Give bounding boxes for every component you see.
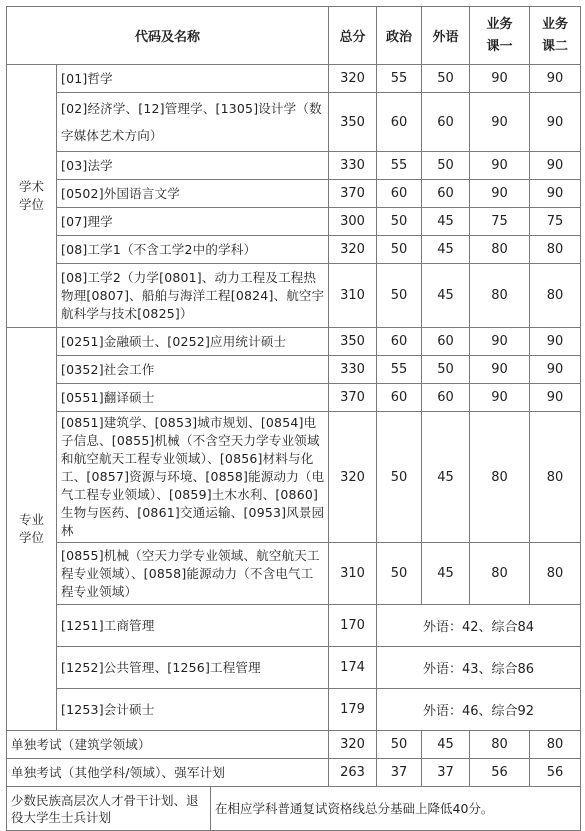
row-name: [0855]机械（空天力学专业领域、航空航天工程专业领域）、[0858]能源动力（不含电气工程专业领域） [57,543,329,605]
row-total: 300 [329,208,377,236]
header-total: 总分 [329,7,377,65]
footnote-row [7,787,581,831]
header-course1-label: 业务课一 [486,16,513,54]
row-course1: 80 [470,731,530,759]
row-name: [0502]外国语言文学 [57,180,329,208]
row-politics: 50 [377,264,422,328]
row-politics: 55 [377,356,422,384]
score-table-container [6,6,581,831]
special-row-name: 单独考试（建筑学领域） [7,731,329,759]
row-total: 263 [329,759,377,787]
table-row [7,93,581,152]
row-total: 350 [329,328,377,356]
row-total: 320 [329,65,377,93]
row-politics: 50 [377,208,422,236]
row-total: 179 [329,689,377,731]
row-total: 350 [329,93,377,152]
row-course2: 80 [530,543,581,605]
table-row [7,647,581,689]
row-subject-scores: 外语：42、综合84 [377,605,581,647]
row-politics: 55 [377,152,422,180]
table-row [7,236,581,264]
group-professional [7,328,57,731]
table-row [7,759,581,787]
row-course1: 90 [470,356,530,384]
table-row [7,65,581,93]
row-course1: 80 [470,543,530,605]
row-foreign: 60 [422,180,470,208]
row-politics: 50 [377,236,422,264]
row-subject-scores: 外语：46、综合92 [377,689,581,731]
table-row [7,731,581,759]
row-foreign: 60 [422,93,470,152]
row-course2: 80 [530,412,581,543]
row-foreign: 60 [422,384,470,412]
row-total: 174 [329,647,377,689]
row-foreign: 45 [422,208,470,236]
row-name: [0851]建筑学、[0853]城市规划、[0854]电子信息、[0855]机械（不含空天力学专业领域和航空航天工程专业领域）、[0856]材料与化工、[0857]资源与环境、[0858]能源动力（电气工程专业领域）、[0859]土木水利、[0860]生物与医药、[0861]交通运输、[0953]风景园林 [57,412,329,543]
row-foreign: 37 [422,759,470,787]
row-politics: 55 [377,65,422,93]
header-code-name: 代码及名称 [7,7,329,65]
row-total: 320 [329,236,377,264]
table-row [7,264,581,328]
table-row [7,412,581,543]
row-foreign: 45 [422,731,470,759]
row-course1: 80 [470,412,530,543]
row-course1: 80 [470,236,530,264]
row-name: [1251]工商管理 [57,605,329,647]
row-foreign: 45 [422,236,470,264]
header-politics: 政治 [377,7,422,65]
row-name: [1252]公共管理、[1256]工程管理 [57,647,329,689]
row-course1: 90 [470,384,530,412]
row-name: [0251]金融硕士、[0252]应用统计硕士 [57,328,329,356]
row-course2: 90 [530,384,581,412]
row-course1: 80 [470,264,530,328]
score-line-table [6,6,581,787]
row-total: 330 [329,152,377,180]
row-course2: 90 [530,180,581,208]
row-name: [07]理学 [57,208,329,236]
table-row [7,356,581,384]
row-subject-scores: 外语：43、综合86 [377,647,581,689]
table-row [7,152,581,180]
row-course2: 80 [530,236,581,264]
row-course2: 56 [530,759,581,787]
row-course1: 90 [470,65,530,93]
row-course2: 90 [530,65,581,93]
header-row [7,7,581,65]
row-politics: 50 [377,543,422,605]
row-course1: 90 [470,152,530,180]
row-foreign: 45 [422,412,470,543]
row-name: [08]工学2（力学[0801]、动力工程及工程热物理[0807]、船舶与海洋工程[0824]、航空宇航科学与技术[0825]） [57,264,329,328]
row-name: [01]哲学 [57,65,329,93]
table-row [7,328,581,356]
row-foreign: 50 [422,356,470,384]
row-foreign: 50 [422,152,470,180]
row-total: 370 [329,180,377,208]
table-row [7,180,581,208]
row-course1: 90 [470,180,530,208]
row-total: 310 [329,264,377,328]
row-total: 310 [329,543,377,605]
group-academic [7,65,57,328]
row-course2: 80 [530,731,581,759]
row-politics: 50 [377,412,422,543]
row-politics: 60 [377,384,422,412]
group-academic-label: 学术学位 [18,179,44,212]
row-total: 330 [329,356,377,384]
row-foreign: 45 [422,543,470,605]
header-course2-label: 业务课二 [542,16,569,54]
row-course1: 75 [470,208,530,236]
row-course2: 80 [530,264,581,328]
row-course1: 56 [470,759,530,787]
row-politics: 60 [377,180,422,208]
row-name: [0551]翻译硕士 [57,384,329,412]
table-row [7,605,581,647]
row-politics: 37 [377,759,422,787]
row-politics: 50 [377,731,422,759]
row-course1: 90 [470,328,530,356]
row-course2: 90 [530,152,581,180]
row-foreign: 60 [422,328,470,356]
row-foreign: 50 [422,65,470,93]
header-foreign-language: 外语 [422,7,470,65]
row-course2: 90 [530,328,581,356]
special-row-name: 单独考试（其他学科/领域）、强军计划 [7,759,329,787]
footnote-label: 少数民族高层次人才骨干计划、退役大学生士兵计划 [7,787,211,831]
row-name: [02]经济学、[12]管理学、[1305]设计学（数字媒体艺术方向） [57,93,329,152]
header-course1 [470,7,530,65]
row-total: 320 [329,731,377,759]
row-total: 370 [329,384,377,412]
row-name: [0352]社会工作 [57,356,329,384]
table-row [7,543,581,605]
row-course1: 90 [470,93,530,152]
group-professional-label: 专业学位 [18,512,44,545]
footnote-text: 在相应学科普通复试资格线总分基础上降低40分。 [211,787,581,831]
footnote-table [6,786,581,831]
table-row [7,689,581,731]
row-course2: 90 [530,93,581,152]
row-politics: 60 [377,328,422,356]
header-course2 [530,7,581,65]
row-course2: 90 [530,356,581,384]
row-total: 170 [329,605,377,647]
row-name: [03]法学 [57,152,329,180]
table-row [7,208,581,236]
row-name: [1253]会计硕士 [57,689,329,731]
row-name: [08]工学1（不含工学2中的学科） [57,236,329,264]
row-course2: 75 [530,208,581,236]
table-row [7,384,581,412]
row-politics: 60 [377,93,422,152]
row-total: 320 [329,412,377,543]
row-foreign: 45 [422,264,470,328]
